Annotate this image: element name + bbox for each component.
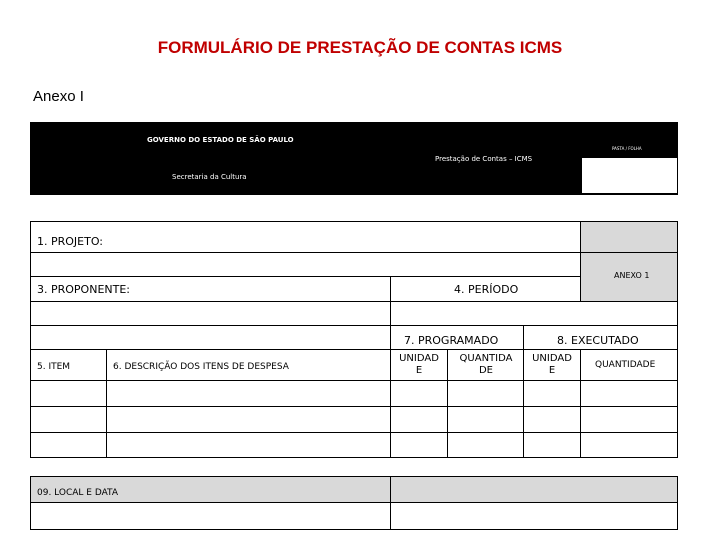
- item-header: [30, 349, 107, 381]
- header-banner: [30, 122, 678, 195]
- department-label: Secretaria da Cultura: [172, 173, 247, 181]
- local-data-grey-cell: [390, 476, 678, 503]
- item-row-3-unidade-prog[interactable]: [390, 432, 448, 458]
- periodo-label: 4. PERÍODO: [454, 283, 519, 296]
- local-data-label: 09. LOCAL E DATA: [37, 488, 118, 498]
- item-row-2-item[interactable]: [30, 406, 107, 433]
- stamp-box: [582, 158, 677, 193]
- item-row-1-item[interactable]: [30, 380, 107, 407]
- item-row-3-unidade-exec[interactable]: [523, 432, 581, 458]
- periodo-input[interactable]: [390, 301, 678, 326]
- anexo-label: ANEXO 1: [614, 271, 650, 280]
- folder-code-label: PASTA / FOLHA: [612, 146, 642, 151]
- unidade-exec-label: UNIDAD E: [532, 353, 572, 376]
- item-row-2-quantidade-exec[interactable]: [580, 406, 678, 433]
- page-title: FORMULÁRIO DE PRESTAÇÃO DE CONTAS ICMS: [157, 38, 563, 57]
- item-row-2-unidade-prog[interactable]: [390, 406, 448, 433]
- unidade-exec-header: [523, 349, 581, 381]
- item-row-1-quantidade-prog[interactable]: [447, 380, 524, 407]
- item-row-3-item[interactable]: [30, 432, 107, 458]
- item-label: 5. ITEM: [37, 362, 71, 372]
- quantidade-exec-header: [580, 349, 678, 381]
- proponente-label: 3. PROPONENTE:: [37, 283, 131, 296]
- item-row-3-quantidade-exec[interactable]: [580, 432, 678, 458]
- projeto-input[interactable]: [30, 252, 581, 277]
- projeto-label-cell: [30, 221, 581, 253]
- item-row-2-descricao[interactable]: [106, 406, 391, 433]
- local-data-input[interactable]: [30, 502, 391, 530]
- anexo-cell: [580, 252, 678, 302]
- quantidade-prog-label: QUANTIDA DE: [459, 353, 513, 376]
- quantidade-exec-label: QUANTIDADE: [595, 360, 656, 370]
- descricao-header: [106, 349, 391, 381]
- executado-header: [523, 325, 678, 350]
- projeto-grey-cell: [580, 221, 678, 253]
- projeto-label: 1. PROJETO:: [37, 235, 104, 248]
- annex-subtitle: Anexo I: [33, 88, 84, 105]
- item-row-2-quantidade-prog[interactable]: [447, 406, 524, 433]
- item-row-1-unidade-prog[interactable]: [390, 380, 448, 407]
- item-row-1-descricao[interactable]: [106, 380, 391, 407]
- header-blank-cell: [30, 325, 391, 350]
- executado-label: 8. EXECUTADO: [557, 334, 639, 347]
- local-data-label-cell: [30, 476, 391, 503]
- form-name-label: Prestação de Contas – ICMS: [435, 155, 533, 163]
- periodo-label-cell: [390, 276, 581, 302]
- descricao-label: 6. DESCRIÇÃO DOS ITENS DE DESPESA: [113, 362, 289, 372]
- item-row-3-quantidade-prog[interactable]: [447, 432, 524, 458]
- item-row-1-unidade-exec[interactable]: [523, 380, 581, 407]
- signature-input[interactable]: [390, 502, 678, 530]
- quantidade-prog-header: [447, 349, 524, 381]
- programado-label: 7. PROGRAMADO: [404, 334, 499, 347]
- item-row-1-quantidade-exec[interactable]: [580, 380, 678, 407]
- proponente-label-cell: [30, 276, 391, 302]
- unidade-prog-label: UNIDAD E: [399, 353, 439, 376]
- item-row-3-descricao[interactable]: [106, 432, 391, 458]
- unidade-prog-header: [390, 349, 448, 381]
- proponente-input[interactable]: [30, 301, 391, 326]
- government-label: GOVERNO DO ESTADO DE SÃO PAULO: [147, 136, 294, 144]
- item-row-2-unidade-exec[interactable]: [523, 406, 581, 433]
- programado-header: [390, 325, 524, 350]
